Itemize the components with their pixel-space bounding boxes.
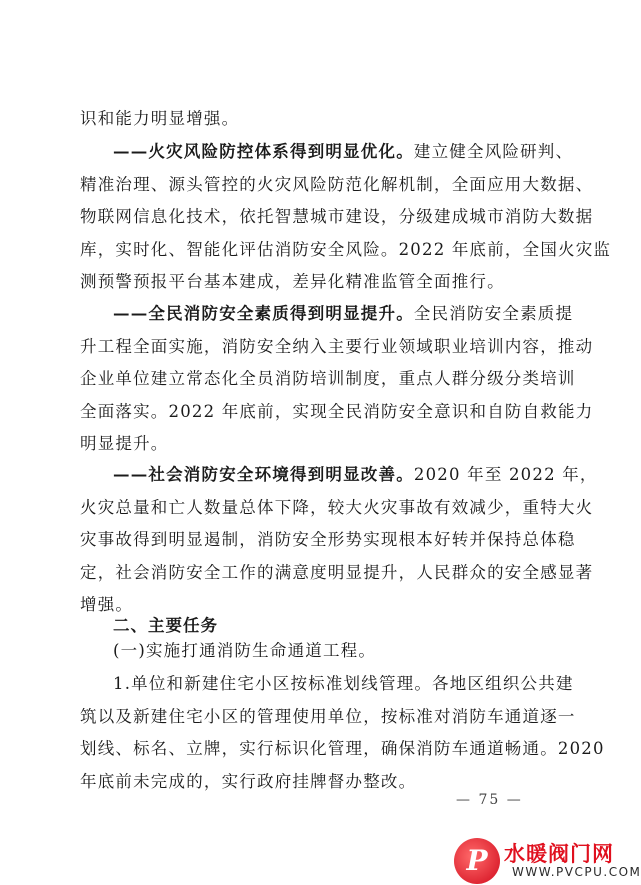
text-line xyxy=(80,136,574,169)
text-line: 测预警预报平台基本建成，差异化精准监管全面推行。 xyxy=(80,272,505,291)
text-line: 识和能力明显增强。 xyxy=(80,109,240,128)
text-line: 火灾总量和亡人数量总体下降，较大火灾事故有效减少，重特大火 xyxy=(80,497,594,517)
section-heading: 二、主要任务 xyxy=(113,616,218,635)
site-watermark xyxy=(454,838,641,885)
paragraph-lead: ——火灾风险防控体系得到明显优化。 xyxy=(113,142,414,161)
text-line: 年底前未完成的，实行政府挂牌督办整改。 xyxy=(80,771,417,791)
text-line: 1.单位和新建住宅小区按标准划线管理。各地区组织公共建 xyxy=(113,674,574,693)
text-line: 灾事故得到明显遏制，消防安全形势实现根本好转并保持总体稳 xyxy=(80,530,576,549)
paragraph-social-environment xyxy=(80,459,598,622)
text-line: 企业单位建立常态化全员消防培训制度，重点人群分级分类培训 xyxy=(80,369,576,388)
text-line: 划线、标名、立牌，实行标识化管理，确保消防车通道畅通。2020 xyxy=(80,739,605,758)
text-run: 建立健全风险研判、 xyxy=(413,142,574,161)
paragraph-lead: ——全民消防安全素质得到明显提升。 xyxy=(113,304,414,323)
text-line: 定，社会消防安全工作的满意度明显提升，人民群众的安全感显著 xyxy=(80,562,594,582)
page-number: — 75 — xyxy=(456,792,523,808)
text-line: 库，实时化、智能化评估消防安全风险。2022 年底前，全国火灾监 xyxy=(80,239,612,259)
paragraph-fire-risk-control xyxy=(80,136,612,299)
paragraph-lead: ——社会消防安全环境得到明显改善。 xyxy=(113,465,414,484)
text-line: 精准治理、源头管控的火灾风险防范化解机制，全面应用大数据、 xyxy=(80,174,594,194)
text-line xyxy=(80,298,574,331)
text-line: 全面落实。2022 年底前，实现全民消防安全意识和自防自救能力 xyxy=(80,401,594,421)
text-run: 全民消防安全素质提 xyxy=(413,304,574,323)
watermark-url: WWW.PVCPU.COM xyxy=(512,865,641,879)
paragraph-public-fire-safety xyxy=(80,298,594,461)
watermark-logo-icon: P xyxy=(454,838,500,884)
text-line: 筑以及新建住宅小区的管理使用单位，按标准对消防车通道逐一 xyxy=(80,706,576,726)
text-line: 明显提升。 xyxy=(80,434,169,453)
text-line: 物联网信息化技术，依托智慧城市建设，分级建成城市消防大数据 xyxy=(80,207,594,226)
paragraph-capability xyxy=(80,103,550,136)
text-line: (一)实施打通消防生命通道工程。 xyxy=(113,641,377,660)
text-run: 2020 年至 2022 年， xyxy=(413,465,598,484)
text-line: 升工程全面实施，消防安全纳入主要行业领域职业培训内容，推动 xyxy=(80,336,594,356)
paragraph-residential-marking xyxy=(80,668,605,798)
text-line xyxy=(80,459,598,492)
text-line: 增强。 xyxy=(80,595,134,614)
watermark-title: 水暖阀门网 xyxy=(504,842,614,866)
subsection-heading xyxy=(80,635,550,668)
